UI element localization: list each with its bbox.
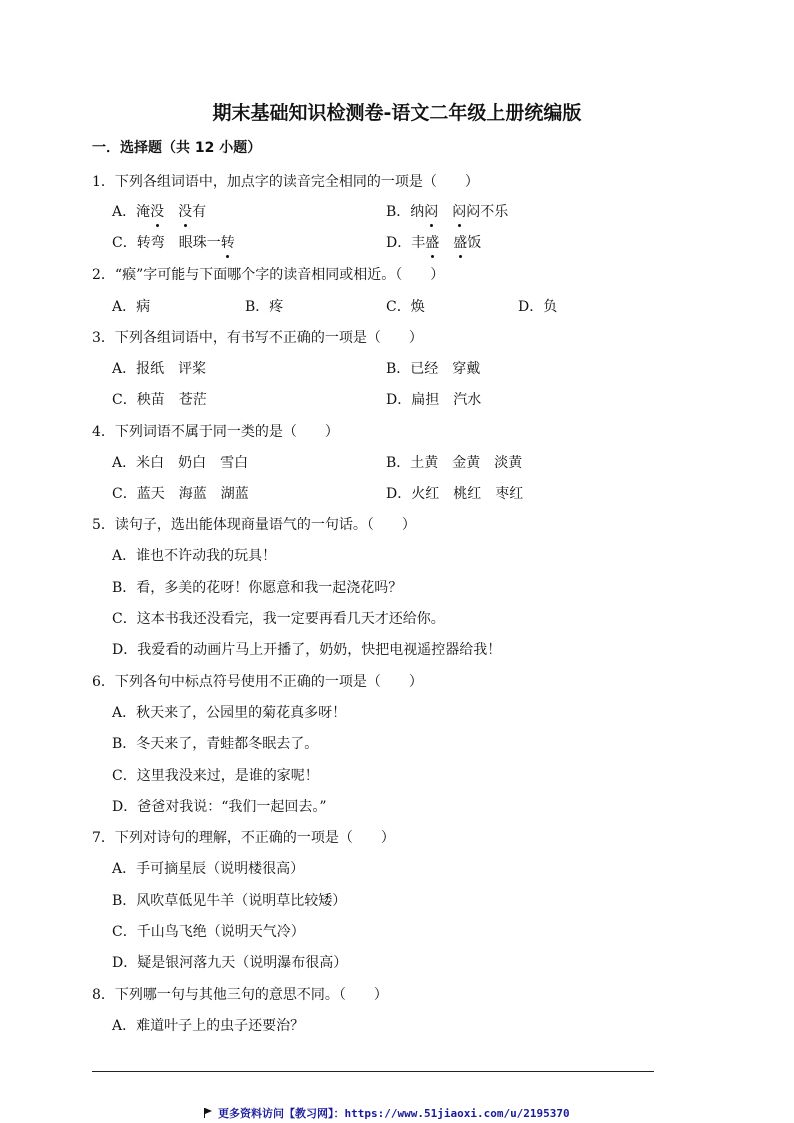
question-7-stem: 7．下列对诗句的理解，不正确的一项是（ ） xyxy=(92,830,395,846)
question-4-option-b: B．土黄 金黄 淡黄 xyxy=(386,455,523,471)
question-2-option-a: A．病 xyxy=(112,299,151,315)
question-6-option-c: C．这里我没来过，是谁的家呢！ xyxy=(112,768,319,784)
section-heading: 一．选择题（共 12 小题） xyxy=(92,140,262,156)
question-6-stem: 6．下列各句中标点符号使用不正确的一项是（ ） xyxy=(92,674,423,690)
question-3-stem: 3．下列各组词语中，有书写不正确的一项是（ ） xyxy=(92,330,423,346)
dotted-char: 盛 xyxy=(425,232,439,252)
question-3-option-d: D．扁担 汽水 xyxy=(386,392,482,408)
question-5-option-c: C．这本书我还没看完，我一定要再看几天才还给你。 xyxy=(112,611,445,627)
question-4-option-a: A．米白 奶白 雪白 xyxy=(112,455,249,471)
question-3-option-a: A．报纸 评桨 xyxy=(112,361,207,377)
question-6-option-d: D．爸爸对我说：“我们一起回去。” xyxy=(112,799,327,815)
question-7-option-b: B．风吹草低见牛羊（说明草比较矮） xyxy=(112,893,347,909)
question-1-option-b: B．纳闷 闷闷不乐 xyxy=(386,201,508,221)
footer-divider xyxy=(92,1071,654,1072)
flag-icon xyxy=(204,1108,214,1118)
question-2-option-c: C．焕 xyxy=(386,299,425,315)
question-6-option-b: B．冬天来了，青蛙都冬眠去了。 xyxy=(112,736,319,752)
question-3-option-c: C．秧苗 苍茫 xyxy=(112,392,207,408)
question-5-stem: 5．读句子，选出能体现商量语气的一句话。（ ） xyxy=(92,517,416,533)
page-title: 期末基础知识检测卷-语文二年级上册统编版 xyxy=(212,102,582,124)
question-1-option-a: A．淹没 没有 xyxy=(112,201,206,221)
question-8-option-a: A．难道叶子上的虫子还要治？ xyxy=(112,1018,305,1034)
question-2-option-b: B．疼 xyxy=(245,299,284,315)
question-6-option-a: A．秋天来了，公园里的菊花真多呀！ xyxy=(112,705,347,721)
question-2-option-d: D．负 xyxy=(518,299,558,315)
dotted-char: 没 xyxy=(150,201,164,221)
dotted-char: 闷 xyxy=(424,201,438,221)
question-7-option-c: C．千山鸟飞绝（说明天气冷） xyxy=(112,924,305,940)
question-4-stem: 4．下列词语不属于同一类的是（ ） xyxy=(92,424,339,440)
question-7-option-d: D．疑是银河落九天（说明瀑布很高） xyxy=(112,955,348,971)
question-4-option-c: C．蓝天 海蓝 湖蓝 xyxy=(112,486,249,502)
question-2-stem: 2．“瘊”字可能与下面哪个字的读音相同或相近。（ ） xyxy=(92,267,445,283)
question-7-option-a: A．手可摘星辰（说明楼很高） xyxy=(112,861,305,877)
dotted-char: 没 xyxy=(178,201,192,221)
question-1-option-c: C．转弯 眼珠一转 xyxy=(112,232,235,252)
dotted-char: 盛 xyxy=(453,232,467,252)
question-8-stem: 8．下列哪一句与其他三句的意思不同。（ ） xyxy=(92,987,388,1003)
dotted-char: 闷 xyxy=(452,201,466,221)
question-3-option-b: B．已经 穿戴 xyxy=(386,361,481,377)
question-1-option-d: D．丰盛 盛饭 xyxy=(386,232,481,252)
question-1-stem: 1．下列各组词语中，加点字的读音完全相同的一项是（ ） xyxy=(92,174,479,190)
footer-link[interactable] xyxy=(204,1105,570,1121)
footer-text: 更多资料访问【教习网】：https://www.51jiaoxi.com/u/2195370 xyxy=(218,1107,570,1120)
question-5-option-d: D．我爱看的动画片马上开播了，奶奶，快把电视遥控器给我！ xyxy=(112,642,502,658)
dotted-char: 转 xyxy=(221,232,235,252)
question-4-option-d: D．火红 桃红 枣红 xyxy=(386,486,524,502)
question-5-option-b: B．看，多美的花呀！你愿意和我一起浇花吗？ xyxy=(112,580,403,596)
question-5-option-a: A．谁也不许动我的玩具！ xyxy=(112,548,277,564)
